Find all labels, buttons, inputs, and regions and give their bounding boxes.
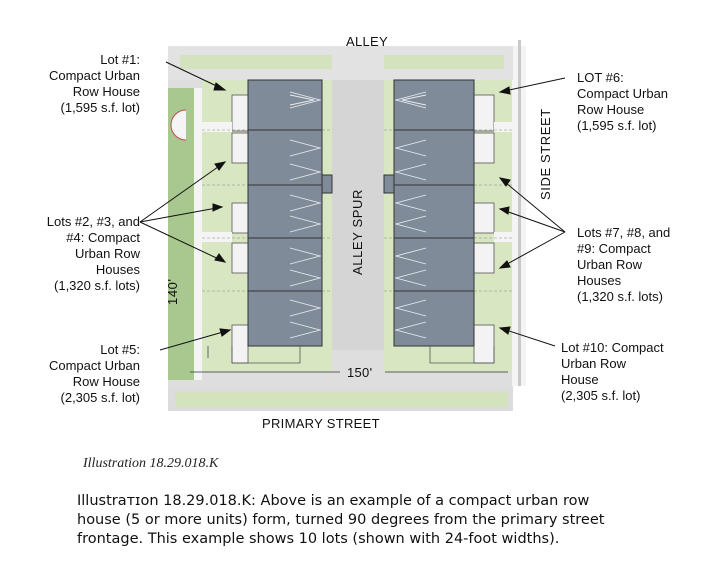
- alley-green-left: [180, 55, 332, 69]
- east-bumpouts: [384, 175, 394, 193]
- callout-lots-7-8-9: Lots #7, #8, and #9: Compact Urban Row Houses (1,320 s.f. lots): [577, 225, 671, 304]
- callout-lot-1: Lot #1: Compact Urban Row House (1,595 s.f. lot): [48, 52, 140, 115]
- west-row-houses: [248, 80, 322, 346]
- east-row-houses: [394, 80, 474, 346]
- side-street-label: SIDE STREET: [538, 108, 553, 200]
- callout-lot-6: LOT #6: Compact Urban Row House (1,595 s.f. lot): [577, 70, 669, 133]
- alley-label: ALLEY: [346, 34, 388, 49]
- alley-spur-label: ALLEY SPUR: [350, 189, 365, 275]
- depth-dimension-label: 140': [165, 278, 180, 305]
- west-bumpouts: [322, 175, 332, 193]
- alley-green-right: [384, 55, 504, 69]
- primary-street-label: PRIMARY STREET: [262, 416, 380, 431]
- callout-lot-5: Lot #5: Compact Urban Row House (2,305 s.f. lot): [48, 342, 140, 405]
- illustration-caption: Illustraᴛɪon 18.29.018.K: Above is an example of a compact urban row house (5 or more units) form, turned 90 degrees from the primary street frontage. This example shows 10 lots (shown with 24-foot widths).: [77, 493, 605, 547]
- callout-lot-10: Lot #10: Compact Urban Row House (2,305 s.f. lot): [561, 340, 664, 403]
- callout-lots-2-3-4: Lots #2, #3, and #4: Compact Urban Row Houses (1,320 s.f. lots): [46, 214, 140, 293]
- width-dimension-label: 150': [347, 365, 373, 380]
- primary-street-green: [175, 392, 508, 407]
- illustration-title: Illustration 18.29.018.K: [83, 456, 219, 471]
